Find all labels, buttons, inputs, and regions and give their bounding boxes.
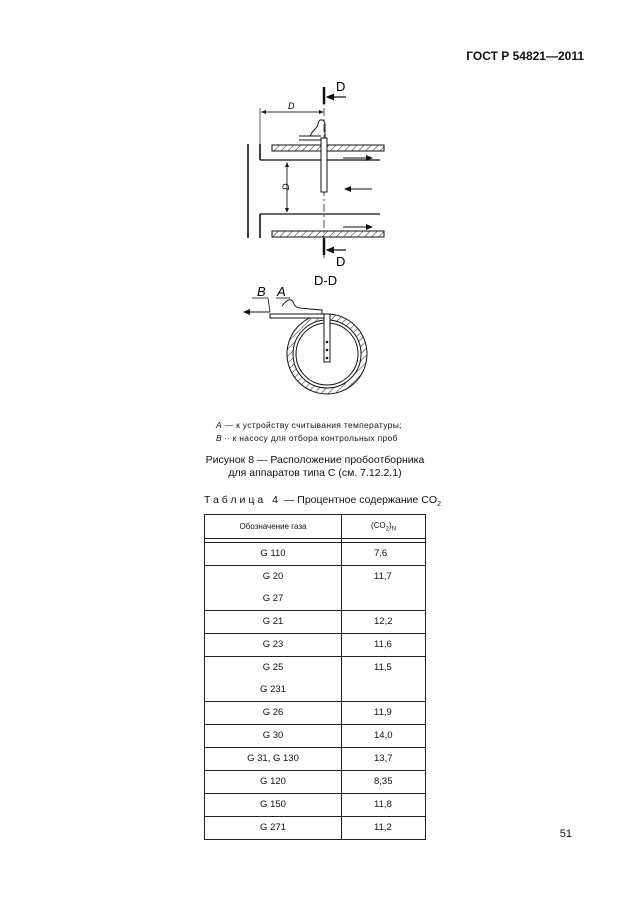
- table-row: [205, 794, 426, 817]
- section-label-bottom: D: [336, 254, 346, 269]
- table-row: [205, 657, 426, 702]
- gas-designation: [205, 771, 342, 794]
- gas-designation: [205, 634, 342, 657]
- co2-value: 8,35: [342, 771, 426, 794]
- gas-code: G 231: [260, 684, 286, 695]
- gas-code: G 110: [260, 548, 286, 559]
- gas-designation: [205, 611, 342, 634]
- gas-code: G 20: [262, 571, 284, 582]
- co2-value: 11,5: [342, 657, 426, 702]
- table-row: [205, 702, 426, 725]
- legend-item-a: A — к устройству считывания температуры;: [216, 420, 402, 430]
- table-row: [205, 748, 426, 771]
- gas-code: G 30: [262, 730, 284, 741]
- outer-duct-top: [272, 145, 384, 151]
- co2-value: 14,0: [342, 725, 426, 748]
- sampling-probe-figure: [0, 0, 630, 420]
- gas-code: G 23: [262, 639, 284, 650]
- co2-value: 11,2: [342, 817, 426, 840]
- dim-label-vertical: D: [281, 183, 291, 190]
- table-row: [205, 771, 426, 794]
- co2-value: 7,6: [342, 543, 426, 566]
- gas-designation: [205, 702, 342, 725]
- gas-designation: [205, 794, 342, 817]
- gas-code: G 271: [260, 822, 286, 833]
- co2-value: 11,7: [342, 566, 426, 611]
- gas-code: G 26: [262, 707, 284, 718]
- dim-label-horizontal: D: [288, 101, 295, 111]
- table-header-row: [205, 515, 426, 539]
- label-a: A: [277, 284, 286, 299]
- section-title: D-D: [314, 273, 338, 288]
- gas-designation: [205, 657, 342, 702]
- probe-section: [324, 314, 330, 362]
- gas-designation: [205, 817, 342, 840]
- table-row: [205, 566, 426, 611]
- gas-code: G 120: [260, 776, 286, 787]
- legend-item-b: B ∙∙ к насосу для отбора контрольных проб: [216, 433, 398, 443]
- table-row: [205, 725, 426, 748]
- table-row: [205, 611, 426, 634]
- standard-number: ГОСТ Р 54821—2011: [466, 49, 584, 63]
- gas-code: G 25: [262, 662, 284, 673]
- figure-caption-line1: Рисунок 8 — Расположение пробоотборника: [205, 454, 425, 466]
- table-row: [205, 634, 426, 657]
- co2-value: 13,7: [342, 748, 426, 771]
- gas-designation: [205, 725, 342, 748]
- label-b: B: [257, 284, 266, 299]
- co2-value: 12,2: [342, 611, 426, 634]
- page-number: 51: [559, 828, 572, 840]
- gas-designation: [205, 543, 342, 566]
- co2-table: [204, 514, 426, 840]
- gas-code: G 27: [262, 593, 284, 604]
- section-label-top: D: [336, 79, 346, 94]
- co2-value: 11,9: [342, 702, 426, 725]
- co2-value: 11,6: [342, 634, 426, 657]
- gas-code: G 150: [260, 799, 286, 810]
- table-row: [205, 543, 426, 566]
- table-title: Таблица 4 — Процентное содержание $CO_2$: [204, 494, 441, 509]
- gas-designation: [205, 748, 342, 771]
- co2-value: 11,8: [342, 794, 426, 817]
- gas-code: G 31, G 130: [247, 753, 299, 764]
- gas-code: G 21: [262, 616, 284, 627]
- probe-tube: [321, 138, 327, 192]
- outer-duct-bottom: [272, 231, 384, 237]
- figure-caption-line2: для аппаратов типа С (см. 7.12.2.1): [228, 467, 402, 479]
- thermocouple-lead: [310, 120, 325, 138]
- col-header-gas: Обозначение газа: [205, 515, 342, 539]
- table-row: [205, 817, 426, 840]
- gas-designation: [205, 566, 342, 611]
- col-header-co2: $(CO_2)_N$: [342, 515, 426, 539]
